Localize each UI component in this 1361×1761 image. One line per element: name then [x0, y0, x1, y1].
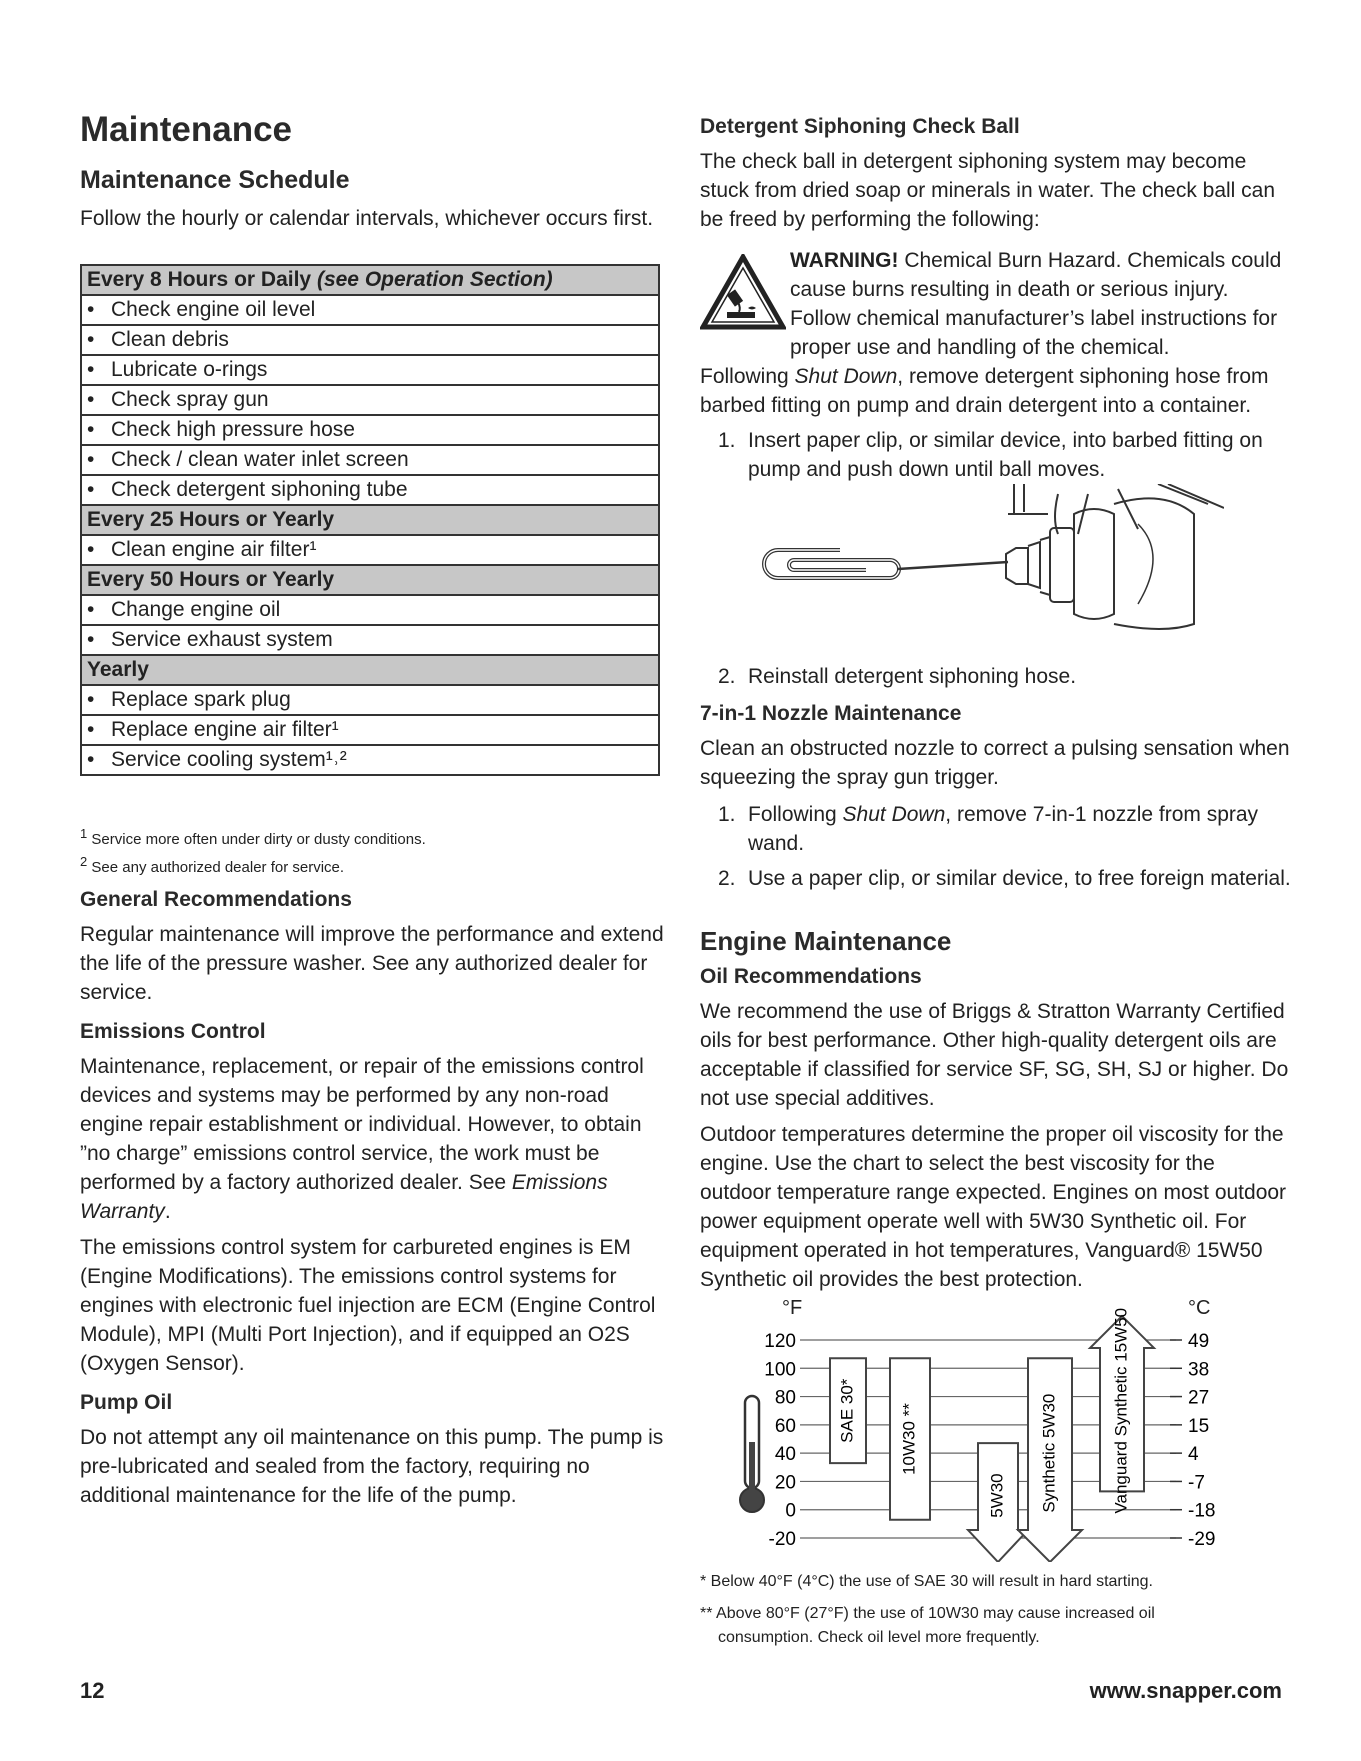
celsius-tick: -7 — [1188, 1472, 1205, 1494]
check-ball-step-2: 2. Reinstall detergent siphoning hose. — [718, 665, 1077, 688]
general-text: Regular maintenance will improve the performance and extend the life of the pressure washer. See any authorized dealer for service. — [80, 923, 664, 1004]
celsius-unit: °C — [1188, 1297, 1211, 1319]
bullet-icon: • — [87, 358, 95, 381]
paper-clip-fitting-illustration — [758, 484, 1224, 634]
check-ball-step-1: 1. Insert paper clip, or similar device, into barbed fitting on pump and push down until ball moves. — [718, 429, 1263, 481]
emissions-paragraph-2: The emissions control system for carbureted engines is EM (Engine Modifications). The emissions control systems for engines with electronic fuel injection are ECM (Engine Control Module), MPI (Multi Port Injection), and if equipped an O2S (Oxygen Sensor). — [80, 1236, 656, 1375]
footnote-2: $^2$ See any authorized dealer for service. — [80, 854, 345, 876]
schedule-group-heading: Every 25 Hours or Yearly — [81, 505, 659, 535]
schedule-item: • Lubricate o-rings — [81, 355, 659, 385]
pump-oil-text: Do not attempt any oil maintenance on this pump. The pump is pre-lubricated and sealed from the factory, requiring no additional maintenance for the life of the pump. — [80, 1426, 664, 1507]
schedule-item: • Replace engine air filter¹ — [81, 715, 659, 745]
oil-series-bar — [1018, 1358, 1082, 1562]
celsius-tick: -29 — [1188, 1529, 1216, 1550]
emissions-heading: Emissions Control — [80, 1020, 266, 1043]
bullet-icon: • — [87, 688, 95, 711]
chart-note-1: * Below 40°F (4°C) the use of SAE 30 will result in hard starting. — [700, 1573, 1153, 1590]
check-ball-section — [700, 115, 1290, 234]
fahrenheit-tick: 40 — [774, 1444, 796, 1466]
celsius-tick: 27 — [1188, 1387, 1210, 1409]
pump-oil-heading: Pump Oil — [80, 1391, 173, 1414]
chart-note-2: ** Above 80°F (27°F) the use of 10W30 may cause increased oil consumption. Check oil level more frequently. — [700, 1605, 1155, 1646]
bullet-icon: • — [87, 388, 95, 411]
bullet-icon: • — [87, 298, 95, 321]
bullet-icon: • — [87, 748, 95, 771]
footnote-1: $^1$ Service more often under dirty or dusty conditions. — [80, 826, 426, 848]
oil-recommendations-heading: Oil Recommendations — [700, 965, 922, 988]
schedule-item: • Check engine oil level — [81, 295, 659, 325]
general-recommendations-section — [80, 888, 665, 1007]
fahrenheit-tick: 80 — [774, 1387, 796, 1409]
fahrenheit-tick: 60 — [774, 1415, 796, 1437]
general-heading: General Recommendations — [80, 888, 352, 911]
nozzle-step-2: 2. Use a paper clip, or similar device, to free foreign material. — [718, 867, 1291, 890]
fahrenheit-tick: -20 — [768, 1529, 796, 1550]
fahrenheit-tick: 0 — [785, 1500, 796, 1522]
check-ball-intro: The check ball in detergent siphoning system may become stuck from dried soap or minerals in water. The check ball can be freed by performing the following: — [700, 150, 1276, 231]
bullet-icon: • — [87, 448, 95, 471]
emissions-paragraph-1: Maintenance, replacement, or repair of the emissions control devices and systems may be performed by any non-road engine repair establishment or individual. However, to obtain ”no charge” emissions control service, the work must be performed by a factory authorized dealer. See Emissions Warranty. — [80, 1055, 644, 1223]
bullet-icon: • — [87, 718, 95, 741]
oil-series-bar — [890, 1358, 930, 1519]
bullet-icon: • — [87, 538, 95, 561]
celsius-tick: 15 — [1188, 1415, 1210, 1437]
warning-text: WARNING! Chemical Burn Hazard. Chemicals could cause burns resulting in death or serious injury. Follow chemical manufacturer’s label instructions for proper use and handling of the chemical. — [790, 249, 1282, 359]
schedule-group-heading: Every 8 Hours or Daily (see Operation Section) — [81, 265, 659, 295]
schedule-group-heading: Every 50 Hours or Yearly — [81, 565, 659, 595]
schedule-item: • Check detergent siphoning tube — [81, 475, 659, 505]
schedule-title: Maintenance Schedule — [80, 166, 350, 194]
fahrenheit-tick: 120 — [764, 1331, 796, 1352]
schedule-item: • Service exhaust system — [81, 625, 659, 655]
series-label: Synthetic 5W30 — [1039, 1393, 1059, 1513]
nozzle-section — [700, 702, 1290, 792]
schedule-group-heading: Yearly — [81, 655, 659, 685]
schedule-item: • Change engine oil — [81, 595, 659, 625]
nozzle-heading: 7-in-1 Nozzle Maintenance — [700, 702, 962, 725]
celsius-tick: 38 — [1188, 1359, 1210, 1381]
check-ball-heading: Detergent Siphoning Check Ball — [700, 115, 1020, 138]
website-link[interactable]: www.snapper.com — [1089, 1678, 1282, 1703]
page-title: Maintenance — [80, 110, 292, 149]
bullet-icon: • — [87, 418, 95, 441]
nozzle-step-1: 1. Following Shut Down, remove 7-in-1 nozzle from spray wand. — [718, 803, 1259, 855]
fahrenheit-tick: 100 — [764, 1359, 796, 1381]
schedule-item: • Check spray gun — [81, 385, 659, 415]
bullet-icon: • — [87, 598, 95, 621]
schedule-item: • Service cooling system¹˒² — [81, 745, 659, 775]
celsius-tick: 49 — [1188, 1331, 1210, 1352]
oil-series-bar — [830, 1358, 866, 1463]
celsius-tick: 4 — [1188, 1444, 1199, 1466]
chemical-burn-warning-icon — [700, 254, 786, 330]
oil-viscosity-chart — [730, 1292, 1250, 1562]
nozzle-intro: Clean an obstructed nozzle to correct a pulsing sensation when squeezing the spray gun trigger. — [700, 737, 1290, 789]
series-label: Vanguard Synthetic 15W50 — [1111, 1307, 1131, 1514]
engine-heading: Engine Maintenance — [700, 926, 952, 956]
pump-oil-section — [80, 1391, 665, 1510]
series-label: SAE 30* — [837, 1378, 857, 1443]
oil-paragraph-2: Outdoor temperatures determine the proper oil viscosity for the engine. Use the chart to select the best viscosity for the outdoor temperature range expected. Engines on most outdoor power equipment operate well with 5W30 Synthetic oil. For equipment operated in hot temperatures, Vanguard® 15W50 Synthetic oil provides the best protection. — [700, 1123, 1287, 1291]
oil-series-bar — [968, 1443, 1028, 1562]
bullet-icon: • — [87, 328, 95, 351]
shutdown-instruction: Following Shut Down, remove detergent siphoning hose from barbed fitting on pump and drain detergent into a container. — [700, 365, 1269, 417]
schedule-item: • Check high pressure hose — [81, 415, 659, 445]
schedule-item: • Replace spark plug — [81, 685, 659, 715]
bullet-icon: • — [87, 628, 95, 651]
series-label: 5W30 — [987, 1473, 1007, 1518]
thermometer-icon — [740, 1396, 764, 1512]
schedule-intro: Follow the hourly or calendar intervals, whichever occurs first. — [80, 207, 654, 230]
fahrenheit-unit: °F — [782, 1297, 803, 1319]
schedule-item: • Check / clean water inlet screen — [81, 445, 659, 475]
page-number: 12 — [80, 1678, 105, 1703]
bullet-icon: • — [87, 478, 95, 501]
engine-maintenance-section — [700, 926, 1290, 1294]
schedule-item: • Clean engine air filter¹ — [81, 535, 659, 565]
celsius-tick: -18 — [1188, 1500, 1216, 1522]
series-label: 10W30 ** — [899, 1403, 919, 1475]
schedule-item: • Clean debris — [81, 325, 659, 355]
oil-paragraph-1: We recommend the use of Briggs & Stratton Warranty Certified oils for best performance. Other high-quality detergent oils are acceptable if classified for service SF, SG, SH, SJ or higher. Do not use special additives. — [700, 1000, 1289, 1110]
oil-series-bar — [1090, 1308, 1154, 1514]
warning-label: WARNING! — [790, 249, 899, 272]
maintenance-schedule-table — [80, 264, 660, 776]
fahrenheit-tick: 20 — [774, 1472, 796, 1494]
emissions-section — [80, 1020, 665, 1378]
